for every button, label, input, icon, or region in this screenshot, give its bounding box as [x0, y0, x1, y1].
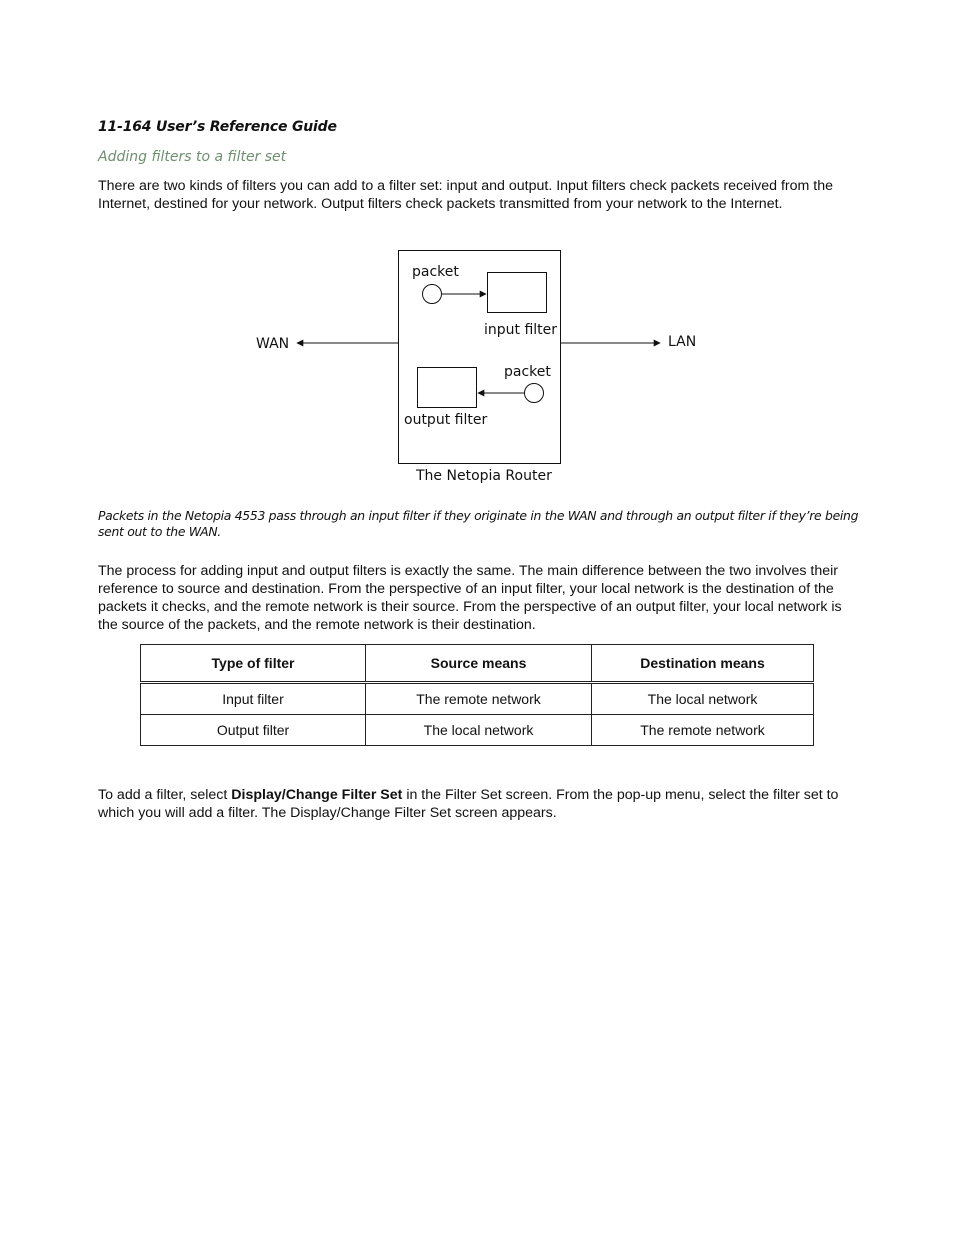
- lan-label: LAN: [668, 334, 697, 350]
- packet-label-bottom: packet: [504, 364, 551, 380]
- instruction-text-after: in the Filter Set screen. From the pop-up menu, select the filter set to which you will add a filter. The Display/Change Filter Set screen appears.: [98, 787, 839, 821]
- router-label: The Netopia Router: [416, 468, 552, 484]
- router-box: [399, 251, 561, 464]
- display-change-filter-set-term: Display/Change Filter Set: [231, 787, 403, 803]
- packet-circle-bottom: [525, 384, 544, 403]
- table-row: [141, 683, 814, 715]
- page-header: 11-164 User’s Reference Guide: [98, 119, 337, 135]
- table-cell: The local network: [592, 683, 814, 715]
- instruction-text-before: To add a filter, select: [98, 787, 232, 803]
- figure-caption: Packets in the Netopia 4553 pass through an input filter if they originate in the WAN and through an output filter if they’re being sent out to the WAN.: [98, 508, 859, 539]
- table-header-destination: Destination means: [592, 645, 814, 683]
- filter-table: [140, 644, 814, 746]
- input-filter-box: [488, 273, 547, 313]
- table-header-row: [141, 645, 814, 683]
- section-title: Adding filters to a filter set: [98, 149, 287, 165]
- table-cell: Input filter: [141, 683, 366, 715]
- table-cell: Output filter: [141, 715, 366, 746]
- table-cell: The remote network: [366, 683, 592, 715]
- instruction-paragraph: [98, 786, 858, 822]
- wan-label: WAN: [256, 336, 290, 352]
- table-cell: The remote network: [592, 715, 814, 746]
- table-header-source: Source means: [366, 645, 592, 683]
- table-header-type: Type of filter: [141, 645, 366, 683]
- output-filter-label: output filter: [404, 412, 488, 428]
- intro-paragraph: There are two kinds of filters you can add to a filter set: input and output. Input filters check packets received from the Internet, destined for your network. Output filters check packets transmitted from your network to the Internet.: [98, 178, 833, 212]
- output-filter-box: [418, 368, 477, 408]
- packet-label-top: packet: [412, 264, 459, 280]
- filter-diagram: [0, 0, 954, 500]
- input-filter-label: input filter: [484, 322, 558, 338]
- table-cell: The local network: [366, 715, 592, 746]
- packet-circle-top: [423, 285, 442, 304]
- process-paragraph: The process for adding input and output filters is exactly the same. The main difference between the two involves their reference to source and destination. From the perspective of an input filter, your local network is the destination of the packets it checks, and the remote network is their source. From the perspective of an output filter, your local network is the source of the packets, and the remote network is their destination.: [98, 563, 842, 633]
- table-row: [141, 715, 814, 746]
